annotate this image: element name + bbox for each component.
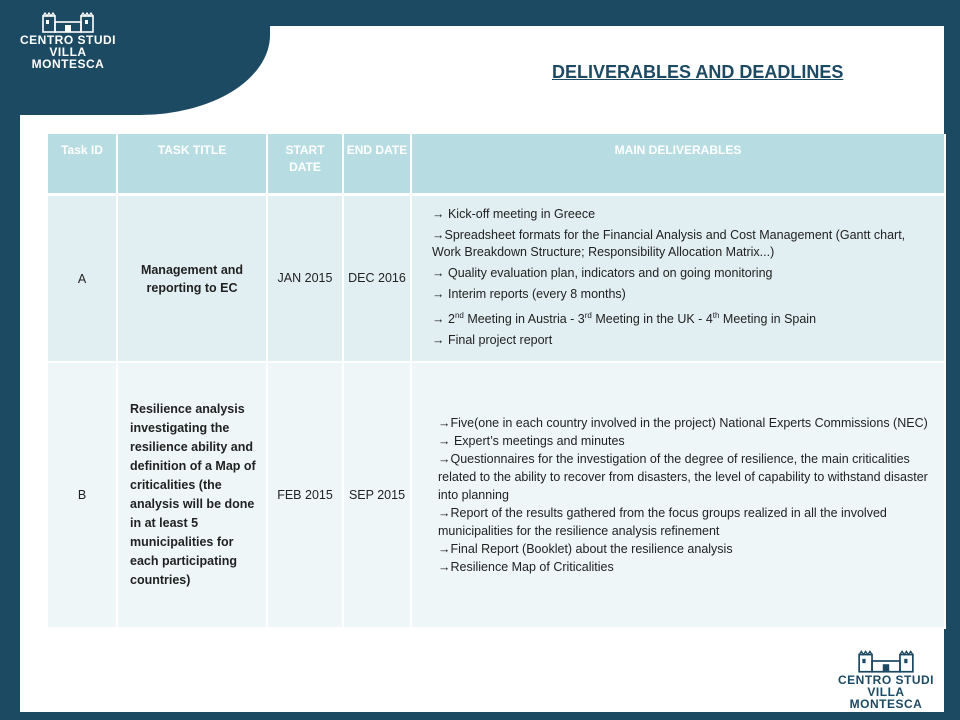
deliverable-item: →Questionnaires for the investigation of the degree of resilience, the main criticalities related to the ability to recover from disasters, the level of capability to withstand disaster into planning xyxy=(438,452,928,502)
table-row xyxy=(48,362,945,628)
header-task-id: Task ID xyxy=(48,134,117,195)
header-task-title: TASK TITLE xyxy=(117,134,267,195)
start-date-cell: JAN 2015 xyxy=(267,195,343,363)
deliverables-cell xyxy=(411,362,945,628)
deliverable-item: → 2nd Meeting in Austria - 3rd Meeting in the UK - 4th Meeting in Spain xyxy=(432,311,817,327)
task-id-cell: A xyxy=(48,195,117,363)
deliverable-item: → Interim reports (every 8 months) xyxy=(432,287,626,302)
deliverable-item: → Final project report xyxy=(432,333,553,348)
page-title: DELIVERABLES AND DEADLINES xyxy=(552,62,844,82)
start-date-cell: FEB 2015 xyxy=(267,362,343,628)
deliverable-item: →Resilience Map of Criticalities xyxy=(438,560,614,574)
header-start-date: START DATE xyxy=(267,134,343,195)
task-title-cell: Management and reporting to EC xyxy=(117,195,267,363)
logo-line2: VILLA MONTESCA xyxy=(849,685,923,711)
task-title-cell: Resilience analysis investigating the resilience ability and definition of a Map of criticalities (the analysis will be done in at least 5 municipalities for each participating countries) xyxy=(117,362,267,628)
deliverable-item: →Spreadsheet formats for the Financial Analysis and Cost Management (Gantt chart, Work Breakdown Structure; Responsibility Allocation Matrix...) xyxy=(432,227,906,260)
logo-bottom xyxy=(830,648,942,710)
deliverable-item: →Five(one in each country involved in the project) National Experts Commissions (NEC) xyxy=(438,416,928,430)
deliverable-item: →Report of the results gathered from the focus groups realized in all the involved municipalities for the resilience analysis refinement xyxy=(438,506,887,538)
logo-line1: CENTRO STUDI xyxy=(20,33,116,47)
deliverable-item: → Quality evaluation plan, indicators and on going monitoring xyxy=(432,266,773,281)
end-date-cell: SEP 2015 xyxy=(343,362,411,628)
logo-top xyxy=(14,10,122,70)
deliverable-item: → Kick-off meeting in Greece xyxy=(432,206,596,221)
frame-band-right xyxy=(944,0,960,720)
deliverable-item: → Expert’s meetings and minutes xyxy=(438,434,625,448)
villa-building-icon xyxy=(41,10,95,34)
table-row xyxy=(48,195,945,363)
table-header-row xyxy=(48,134,945,195)
header-end-date: END DATE xyxy=(343,134,411,195)
villa-building-icon xyxy=(857,648,915,674)
header-main-deliverables: MAIN DELIVERABLES xyxy=(411,134,945,195)
deliverable-item: →Final Report (Booklet) about the resilience analysis xyxy=(438,542,733,556)
deliverables-cell xyxy=(411,195,945,363)
end-date-cell: DEC 2016 xyxy=(343,195,411,363)
logo-line1: CENTRO STUDI xyxy=(838,673,934,687)
deliverables-table xyxy=(48,134,946,629)
task-id-cell: B xyxy=(48,362,117,628)
logo-line2: VILLA MONTESCA xyxy=(31,45,105,71)
frame-band-bottom xyxy=(0,712,960,720)
